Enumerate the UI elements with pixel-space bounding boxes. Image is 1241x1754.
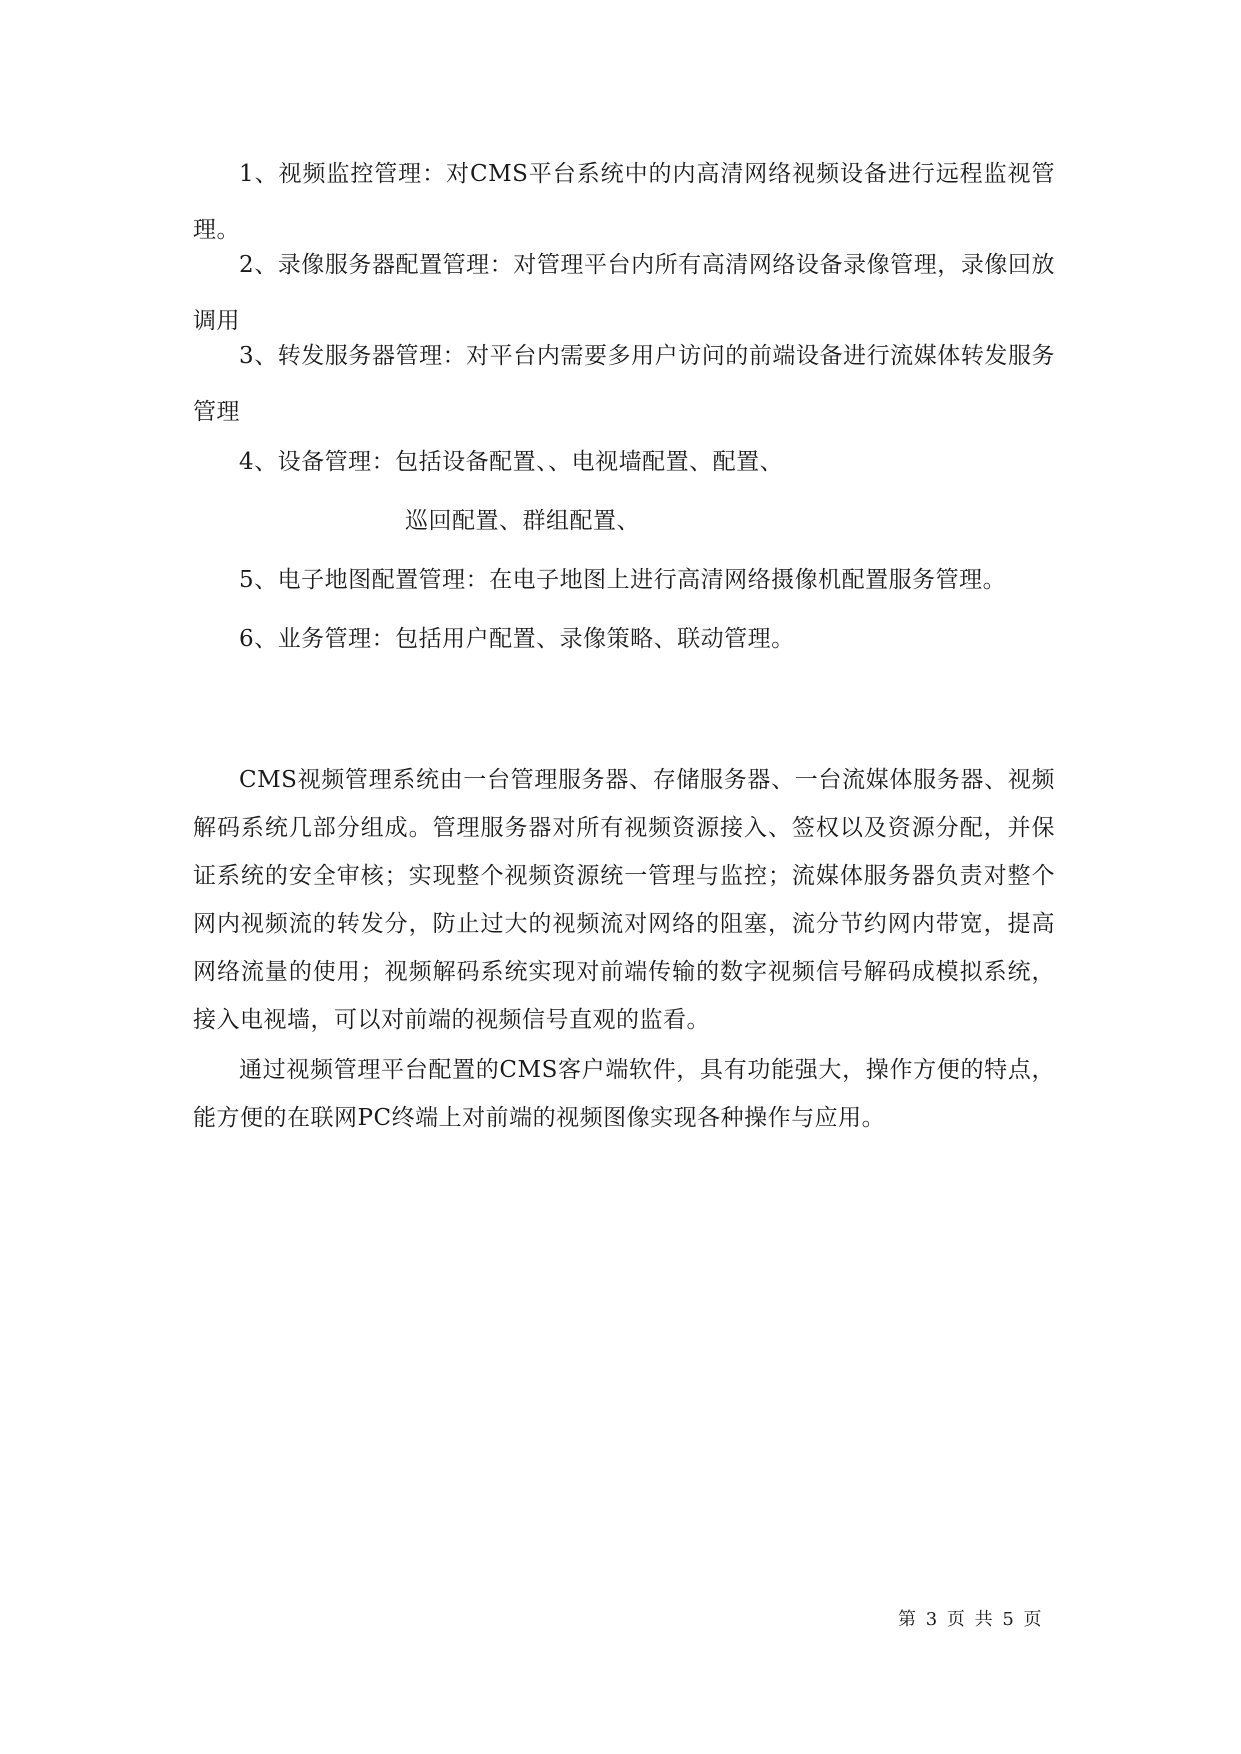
page-number: 第 3 页 共 5 页 [898, 1609, 1044, 1630]
paragraph-client-software: 通过视频管理平台配置的CMS客户端软件，具有功能强大，操作方便的特点，能方便的在联网PC终端上对前端的视频图像实现各种操作与应用。 [193, 1057, 1055, 1131]
list-item-device-management-continued: 巡回配置、群组配置、 [405, 508, 640, 534]
list-item-device-management: 4、设备管理：包括设备配置、、电视墙配置、配置、 [239, 449, 784, 475]
list-item-forwarding-server: 3、转发服务器管理：对平台内需要多用户访问的前端设备进行流媒体转发服务管理 [193, 343, 1055, 425]
list-item-video-monitoring: 1、视频监控管理：对CMS平台系统中的内高清网络视频设备进行远程监视管理。 [193, 161, 1055, 243]
paragraph-system-overview: CMS视频管理系统由一台管理服务器、存储服务器、一台流媒体服务器、视频解码系统几部分组成。管理服务器对所有视频资源接入、签权以及资源分配，并保证系统的安全审核；实现整个视频资源统一管理与监控；流媒体服务器负责对整个网内视频流的转发分，防止过大的视频流对网络的阻塞，流分节约网内带宽，提高网络流量的使用；视频解码系统实现对前端传输的数字视频信号解码成模拟系统，接入电视墙，可以对前端的视频信号直观的监看。 [193, 767, 1055, 1033]
list-item-recording-server: 2、录像服务器配置管理：对管理平台内所有高清网络设备录像管理，录像回放调用 [193, 252, 1055, 334]
list-item-electronic-map: 5、电子地图配置管理：在电子地图上进行高清网络摄像机配置服务管理。 [239, 567, 1007, 593]
list-item-business-management: 6、业务管理：包括用户配置、录像策略、联动管理。 [239, 626, 795, 652]
